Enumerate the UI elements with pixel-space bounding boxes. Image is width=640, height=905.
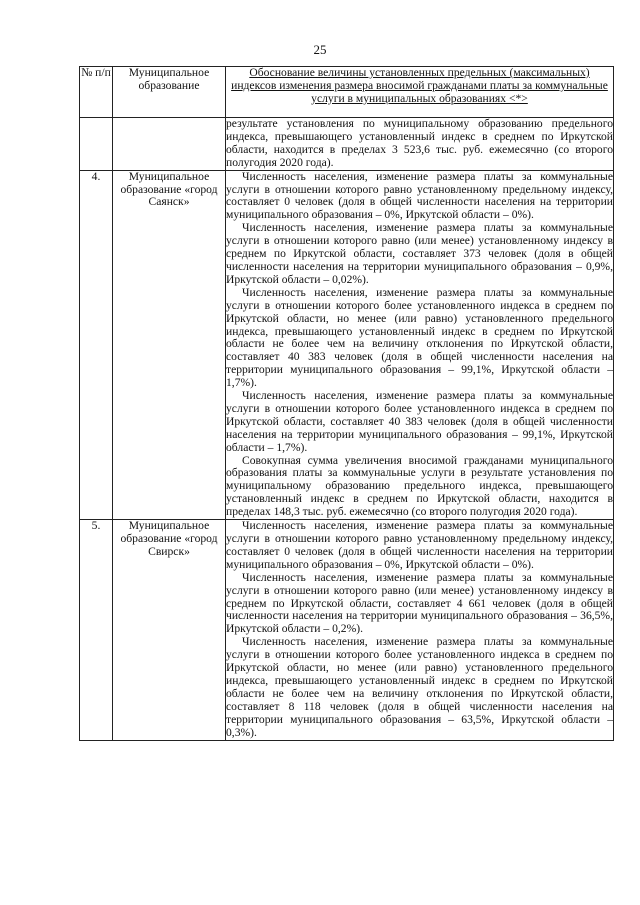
cell-justification-continuation <box>226 118 614 171</box>
paragraph: Численность населения, изменение размера платы за коммунальные услуги в отношении которого более установленного индекса в среднем по Иркутской области, но менее (или равно) установленного предельного индекса, превышающего установленный индекс в среднем по Иркутской области не более чем на величину отклонения по Иркутской области, составляет 8 118 человек (доля в общей численности населения на территории муниципального образования – 63,5%, Иркутской области – 0,3%). <box>226 635 613 739</box>
cell-number-empty <box>80 118 113 171</box>
table-header-row <box>80 67 614 118</box>
cell-number: 5. <box>80 520 113 740</box>
paragraph: Численность населения, изменение размера платы за коммунальные услуги в отношении которого равно установленному предельному индексу, составляет 0 человек (доля в общей численности населения на территории муниципального образования – 0%, Иркутской области – 0%). <box>226 519 613 571</box>
header-number: № п/п <box>80 67 113 118</box>
table-row <box>80 170 614 519</box>
table-row <box>80 520 614 740</box>
paragraph: Численность населения, изменение размера платы за коммунальные услуги в отношении которого равно установленному предельному индексу, составляет 0 человек (доля в общей численности населения на территории муниципального образования – 0%, Иркутской области – 0%). <box>226 169 613 222</box>
cell-number: 4. <box>80 170 113 519</box>
paragraph: Численность населения, изменение размера платы за коммунальные услуги в отношении которого равно (или менее) установленному индексу в среднем по Иркутской области, составляет 4 661 человек (доля в общей численности населения на территории муниципального образования – 36,5%, Иркутской области – 0,2%). <box>226 570 613 636</box>
cell-municipality-empty <box>113 118 226 171</box>
justification-table <box>79 66 614 741</box>
header-justification <box>226 67 614 118</box>
paragraph: результате установления по муниципальному образованию предельного индекса, превышающего установленный индекс в среднем по Иркутской области, находится в пределах 3 523,6 тыс. руб. ежемесячно (со второго полугодия 2020 года). <box>226 117 613 169</box>
header-justification-text: Обоснование величины установленных предельных (максимальных) индексов изменения размера вносимой гражданами платы за коммунальные услуги в муниципальных образованиях <*> <box>231 66 608 105</box>
cell-justification <box>226 520 614 740</box>
cell-municipality: Муниципальное образование «город Саянск» <box>113 170 226 519</box>
cell-municipality: Муниципальное образование «город Свирск» <box>113 520 226 740</box>
paragraph: Совокупная сумма увеличения вносимой гражданами муниципального образования платы за коммунальные услуги в результате установления по муниципальному образованию предельного индекса, превышающего установленный индекс в среднем по Иркутской области, находится в пределах 148,3 тыс. руб. ежемесячно (со второго полугодия 2020 года). <box>226 453 613 519</box>
page-number: 25 <box>313 42 327 57</box>
table-row-continuation <box>80 118 614 171</box>
header-municipality: Муниципальное образование <box>113 67 226 118</box>
paragraph: Численность населения, изменение размера платы за коммунальные услуги в отношении которого более установленного индекса в среднем по Иркутской области, но менее (или равно) установленного предельного индекса, превышающего установленный индекс в среднем по Иркутской области не более чем на величину отклонения по Иркутской области, составляет 40 383 человек (доля в общей численности населения на территории муниципального образования – 99,1%, Иркутской области – 1,7%). <box>226 285 613 390</box>
paragraph: Численность населения, изменение размера платы за коммунальные услуги в отношении которого равно (или менее) установленному индексу в среднем по Иркутской области, составляет 373 человек (доля в общей численности населения на территории муниципального образования – 0,9%, Иркутской области – 0,02%). <box>226 221 613 286</box>
cell-justification <box>226 170 614 519</box>
paragraph: Численность населения, изменение размера платы за коммунальные услуги в отношении которого более установленного индекса в среднем по Иркутской области, составляет 40 383 человек (доля в общей численности населения на территории муниципального образования – 99,1%, Иркутской области – 1,7%). <box>226 389 613 454</box>
